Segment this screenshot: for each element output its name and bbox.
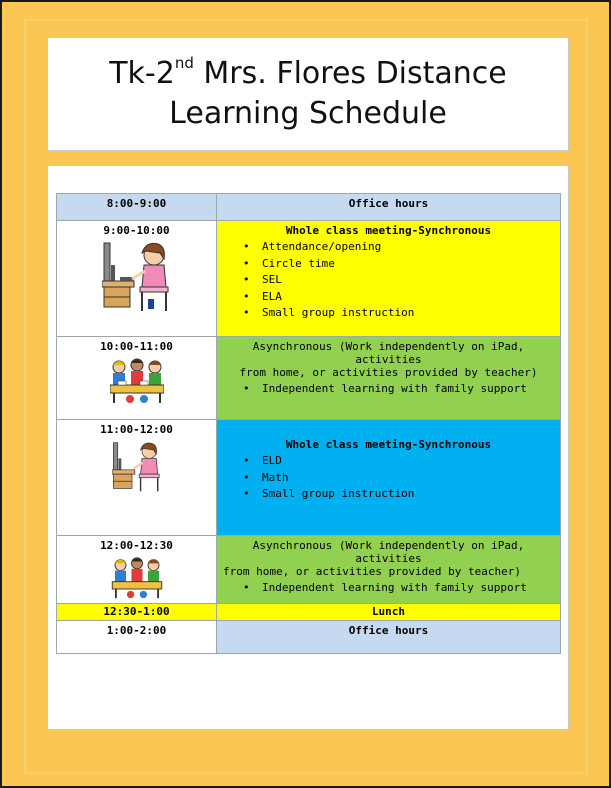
activity-heading: Office hours	[348, 197, 429, 210]
activity-heading-line-2: from home, or activities provided by teacher)	[239, 366, 538, 379]
children-at-table-illustration	[110, 357, 164, 405]
list-item: • Attendance/opening	[243, 239, 554, 256]
girl-at-computer-illustration	[102, 241, 172, 313]
schedule-table	[56, 193, 561, 654]
time-cell	[57, 221, 217, 337]
title-superscript: nd	[174, 53, 194, 72]
activity-cell	[217, 536, 561, 604]
activity-list	[243, 239, 554, 322]
table-row	[57, 621, 561, 654]
activity-cell	[217, 337, 561, 420]
table-row	[57, 604, 561, 621]
title-prefix: Tk-2	[109, 55, 175, 91]
activity-heading-line-1: Asynchronous (Work independently on iPad, activities	[252, 539, 525, 565]
activity-list	[243, 453, 554, 503]
activity-cell	[217, 194, 561, 221]
activity-heading-line-1: Asynchronous (Work independently on iPad, activities	[252, 340, 525, 366]
list-item: • ELA	[243, 289, 554, 306]
time-cell	[57, 337, 217, 420]
time-cell	[57, 194, 217, 221]
activity-cell	[217, 420, 561, 536]
girl-at-computer-illustration	[112, 440, 162, 494]
activity-list	[243, 580, 554, 597]
time-cell	[57, 621, 217, 654]
time-label: 10:00-11:00	[100, 340, 173, 353]
activity-heading-line-2: from home, or activities provided by teacher)	[223, 565, 522, 578]
list-item: • Independent learning with family support	[243, 381, 554, 398]
schedule-container	[47, 165, 569, 730]
time-label: 12:00-12:30	[100, 539, 173, 552]
activity-cell	[217, 621, 561, 654]
page-title-line-1	[109, 54, 507, 95]
list-item: • Independent learning with family support	[243, 580, 554, 597]
table-row	[57, 536, 561, 604]
activity-cell	[217, 604, 561, 621]
activity-heading: Whole class meeting-Synchronous	[285, 438, 492, 451]
time-label: 8:00-9:00	[106, 197, 167, 210]
list-item: • Small group instruction	[243, 305, 554, 322]
time-cell	[57, 536, 217, 604]
list-item: • Small group instruction	[243, 486, 554, 503]
activity-heading: Lunch	[371, 605, 406, 618]
list-item: • Math	[243, 470, 554, 487]
time-label: 11:00-12:00	[100, 423, 173, 436]
time-label: 12:30-1:00	[103, 605, 170, 618]
list-item: • Circle time	[243, 256, 554, 273]
activity-heading: Office hours	[348, 624, 429, 637]
activity-heading: Whole class meeting-Synchronous	[285, 224, 492, 237]
list-item: • SEL	[243, 272, 554, 289]
table-row	[57, 221, 561, 337]
activity-cell	[217, 221, 561, 337]
time-cell	[57, 604, 217, 621]
table-row	[57, 420, 561, 536]
children-at-table-illustration	[110, 556, 164, 600]
title-box	[47, 37, 569, 151]
time-cell	[57, 420, 217, 536]
time-label: 1:00-2:00	[106, 624, 167, 637]
time-label: 9:00-10:00	[103, 224, 170, 237]
activity-list	[243, 381, 554, 398]
table-row	[57, 337, 561, 420]
page-title-line-2: Learning Schedule	[169, 96, 447, 131]
list-item: • ELD	[243, 453, 554, 470]
title-suffix: Mrs. Flores Distance	[193, 55, 507, 91]
table-row	[57, 194, 561, 221]
